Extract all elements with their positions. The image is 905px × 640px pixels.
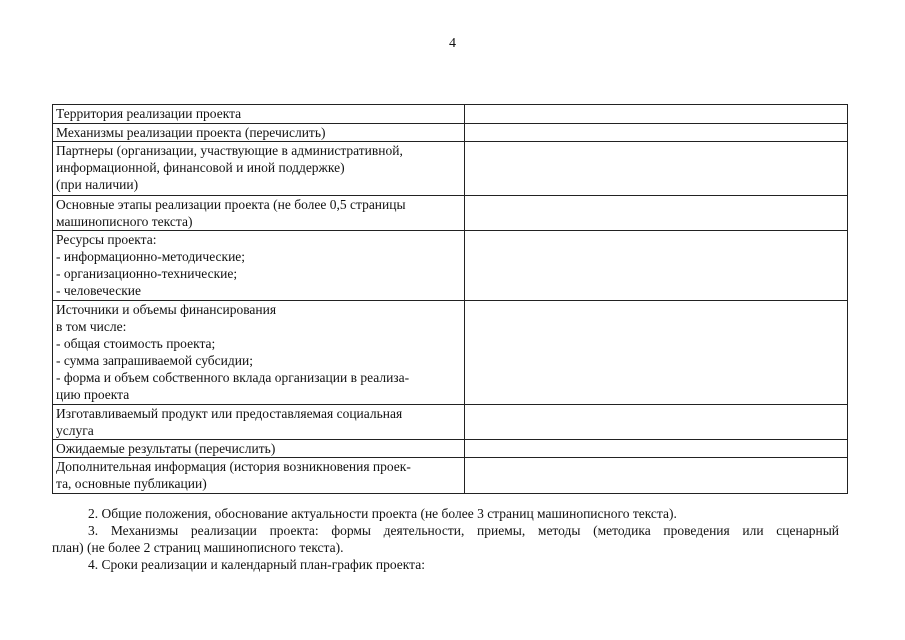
label-line: Основные этапы реализации проекта (не более 0,5 страницы (56, 197, 406, 212)
table-row (53, 301, 848, 405)
label-line: Ресурсы проекта: (56, 232, 157, 247)
row-value-territory[interactable] (465, 105, 848, 124)
label-line: Механизмы реализации проекта (перечислить) (56, 125, 326, 140)
row-value-product[interactable] (465, 405, 848, 440)
label-line: в том числе: (56, 319, 127, 334)
label-line: - общая стоимость проекта; (56, 336, 216, 351)
table-row (53, 458, 848, 494)
label-line: информационной, финансовой и иной поддержке) (56, 160, 345, 175)
label-line: - организационно-технические; (56, 266, 238, 281)
label-line: - форма и объем собственного вклада организации в реализа- (56, 370, 410, 385)
row-value-mechanisms[interactable] (465, 124, 848, 142)
row-value-stages[interactable] (465, 196, 848, 231)
table-row (53, 405, 848, 440)
row-label-resources (53, 231, 465, 301)
label-line: Дополнительная информация (история возникновения проек- (56, 459, 411, 474)
row-value-additional[interactable] (465, 458, 848, 494)
row-label-additional (53, 458, 465, 494)
label-line: - сумма запрашиваемой субсидии; (56, 353, 253, 368)
label-line: цию проекта (56, 387, 130, 402)
page-number: 4 (449, 36, 456, 51)
label-line: Ожидаемые результаты (перечислить) (56, 441, 276, 456)
row-label-territory (53, 105, 465, 124)
row-label-results (53, 440, 465, 458)
row-value-partners[interactable] (465, 142, 848, 196)
table-row (53, 196, 848, 231)
row-label-partners (53, 142, 465, 196)
label-line: Территория реализации проекта (56, 106, 242, 121)
label-line: Партнеры (организации, участвующие в административной, (56, 143, 403, 158)
paragraph-3-line-1: 3. Механизмы реализации проекта: формы деятельности, приемы, методы (методика проведения или сценарный (88, 523, 839, 538)
project-info-table (52, 104, 848, 494)
table-row (53, 440, 848, 458)
table-row (53, 142, 848, 196)
paragraph-2: 2. Общие положения, обоснование актуальности проекта (не более 3 страниц машинописного текста). (88, 506, 677, 521)
table-row (53, 105, 848, 124)
label-line: Изготавливаемый продукт или предоставляемая социальная (56, 406, 403, 421)
row-label-product (53, 405, 465, 440)
label-line: та, основные публикации) (56, 476, 207, 491)
row-label-funding (53, 301, 465, 405)
row-value-resources[interactable] (465, 231, 848, 301)
paragraph-4: 4. Сроки реализации и календарный план-график проекта: (88, 557, 425, 572)
label-line: услуга (56, 423, 94, 438)
table-row (53, 231, 848, 301)
label-line: - информационно-методические; (56, 249, 246, 264)
label-line: (при наличии) (56, 177, 139, 192)
paragraph-3-line-2: план) (не более 2 страниц машинописного текста). (52, 540, 344, 555)
row-label-stages (53, 196, 465, 231)
row-label-mechanisms (53, 124, 465, 142)
table-row (53, 124, 848, 142)
label-line: Источники и объемы финансирования (56, 302, 277, 317)
row-value-results[interactable] (465, 440, 848, 458)
label-line: - человеческие (56, 283, 141, 298)
row-value-funding[interactable] (465, 301, 848, 405)
label-line: машинописного текста) (56, 214, 193, 229)
